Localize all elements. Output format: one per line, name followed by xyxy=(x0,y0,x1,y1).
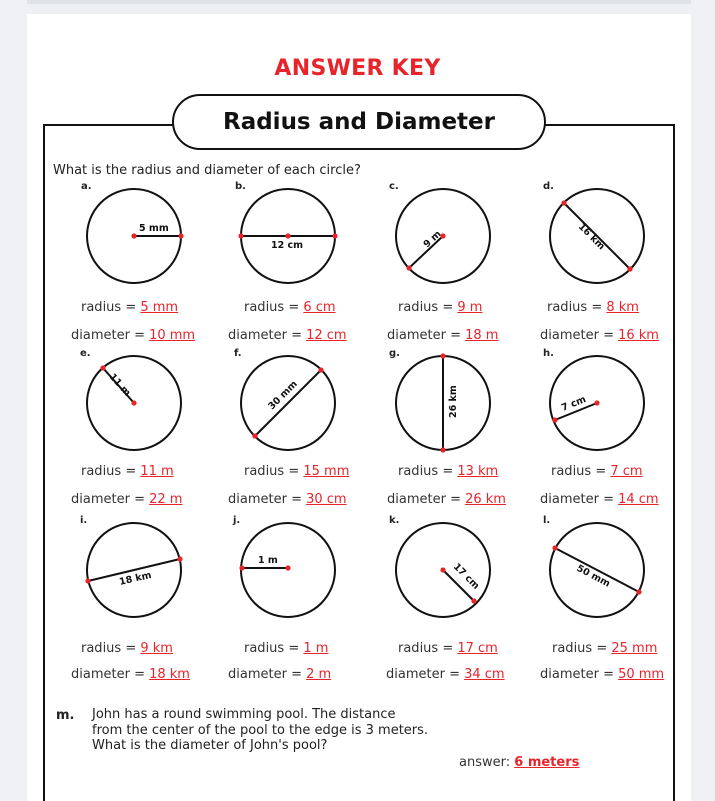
radius-answer-g: radius = 13 km xyxy=(398,464,499,479)
measure-label-f: 30 mm xyxy=(266,378,300,413)
measure-label-d: 16 km xyxy=(575,221,607,253)
problem-letter-h: h. xyxy=(543,348,554,359)
answer-key-banner: ANSWER KEY xyxy=(274,56,441,81)
measure-label-h: 7 cm xyxy=(560,394,588,414)
measure-label-i: 18 km xyxy=(118,569,153,588)
problem-letter-d: d. xyxy=(543,181,554,192)
radius-answer-b: radius = 6 cm xyxy=(244,300,336,315)
diameter-answer-j: diameter = 2 m xyxy=(228,667,332,682)
problem-letter-j: j. xyxy=(233,515,241,526)
page-title: Radius and Diameter xyxy=(172,94,546,150)
radius-answer-e: radius = 11 m xyxy=(81,464,174,479)
measure-label-g: 26 km xyxy=(448,385,459,418)
diameter-answer-d: diameter = 16 km xyxy=(540,328,659,343)
measure-label-c: 9 m xyxy=(421,228,444,251)
problem-letter-g: g. xyxy=(389,348,400,359)
measure-label-a: 5 mm xyxy=(139,223,169,234)
word-problem-line: What is the diameter of John's pool? xyxy=(92,738,328,753)
problem-letter-f: f. xyxy=(234,348,242,359)
radius-answer-h: radius = 7 cm xyxy=(551,464,643,479)
word-problem-line: from the center of the pool to the edge is 3 meters. xyxy=(92,722,429,738)
problem-letter-i: i. xyxy=(80,515,88,526)
diameter-answer-e: diameter = 22 m xyxy=(71,492,183,507)
radius-answer-i: radius = 9 km xyxy=(81,641,173,656)
diameter-answer-i: diameter = 18 km xyxy=(71,667,190,682)
diameter-answer-h: diameter = 14 cm xyxy=(540,492,659,507)
diameter-answer-f: diameter = 30 cm xyxy=(228,492,347,507)
measure-label-l: 50 mm xyxy=(574,562,612,590)
diameter-answer-l: diameter = 50 mm xyxy=(540,667,665,682)
word-problem-text xyxy=(92,707,428,754)
measure-label-b: 12 cm xyxy=(271,240,304,251)
problem-letter-b: b. xyxy=(235,181,246,192)
problem-letter-a: a. xyxy=(81,181,92,192)
problem-letter-k: k. xyxy=(389,515,400,526)
diameter-line-f xyxy=(255,370,321,436)
problem-letter-c: c. xyxy=(389,181,399,192)
diameter-line-l xyxy=(555,548,639,592)
word-problem-line: John has a round swimming pool. The distance xyxy=(92,707,396,722)
radius-answer-j: radius = 1 m xyxy=(244,641,329,656)
diameter-answer-a: diameter = 10 mm xyxy=(71,328,196,343)
measure-label-k: 17 cm xyxy=(450,561,482,592)
radius-answer-d: radius = 8 km xyxy=(547,300,639,315)
problem-letter-m: m. xyxy=(56,708,75,723)
radius-answer-c: radius = 9 m xyxy=(398,300,483,315)
diameter-answer-b: diameter = 12 cm xyxy=(228,328,347,343)
diameter-answer-g: diameter = 26 km xyxy=(387,492,506,507)
question-prompt: What is the radius and diameter of each circle? xyxy=(53,163,361,178)
diameter-answer-c: diameter = 18 m xyxy=(387,328,499,343)
word-problem-answer: answer: 6 meters xyxy=(459,755,580,770)
radius-answer-f: radius = 15 mm xyxy=(244,464,350,479)
problem-letter-e: e. xyxy=(80,348,91,359)
radius-answer-k: radius = 17 cm xyxy=(398,641,498,656)
problem-letter-l: l. xyxy=(543,515,551,526)
measure-label-e: 11 m xyxy=(106,371,133,399)
diameter-answer-k: diameter = 34 cm xyxy=(386,667,505,682)
radius-answer-a: radius = 5 mm xyxy=(81,300,179,315)
measure-label-j: 1 m xyxy=(258,555,278,566)
radius-answer-l: radius = 25 mm xyxy=(552,641,658,656)
